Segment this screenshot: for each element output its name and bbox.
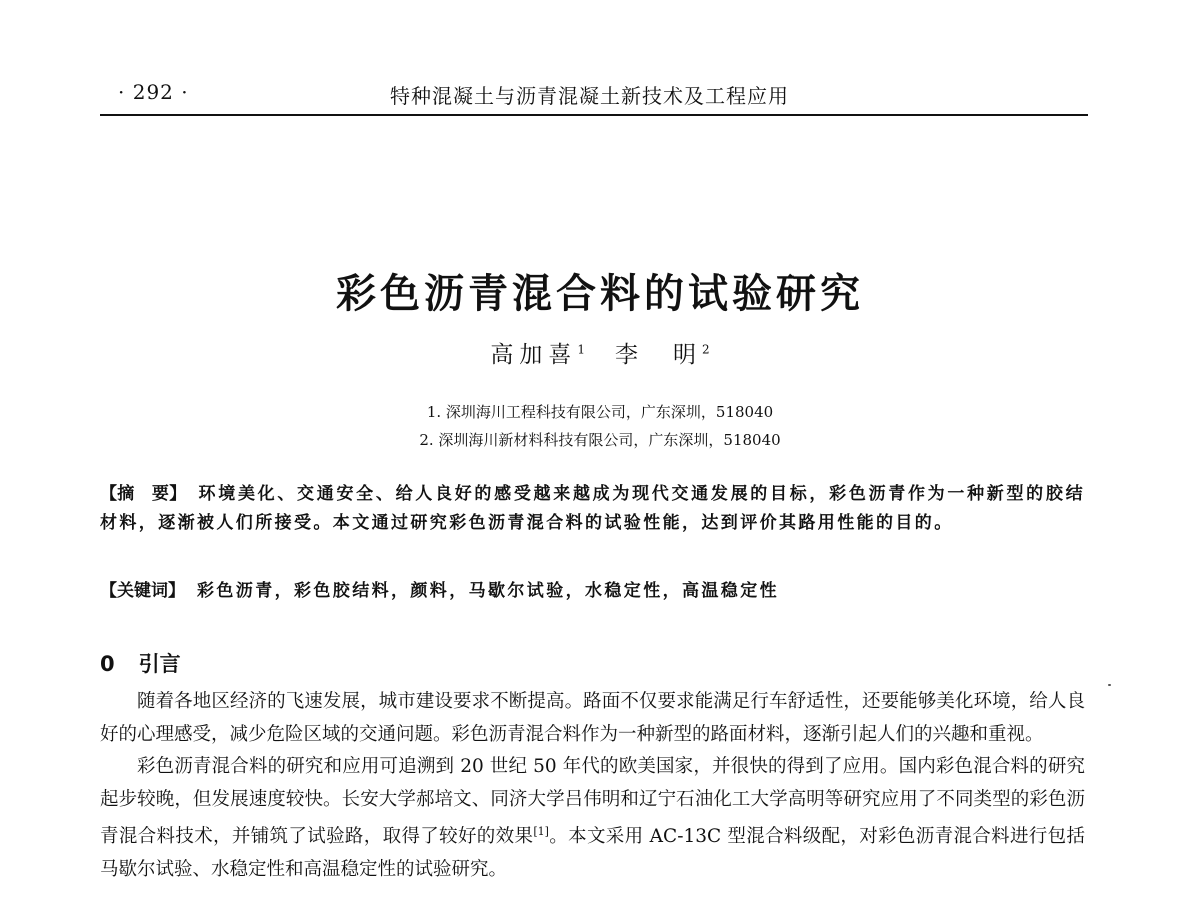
author-name: 李 明 [615,342,702,368]
paragraph-1 [100,686,1085,751]
abstract [100,480,1085,538]
section-title: 引言 [138,652,181,676]
author-1 [490,336,585,369]
keywords [100,577,1085,606]
keywords-label: 【关键词】 [100,581,185,601]
author-name: 高加喜 [490,342,578,368]
running-header [100,78,1088,116]
section-number: 0 [100,652,115,676]
abstract-text: 环境美化、交通安全、给人良好的感受越来越成为现代交通发展的目标，彩色沥青作为一种新型的胶结材料，逐渐被人们所接受。本文通过研究彩色沥青混合料的试验性能，达到评价其路用性能的目的。 [100,484,1085,533]
paragraph-text-continued: 。本文采用 AC-13C 型混合料级配，对彩色沥青混合料进行包括马歇尔试验、水稳定性和高温稳定性的试验研究。 [100,826,1085,880]
book-title: 特种混凝土与沥青混凝土新技术及工程应用 [390,84,789,108]
author-affiliation-mark: 1 [577,342,585,357]
affiliation-1: 1. 深圳海川工程科技有限公司，广东深圳，518040 [426,403,774,421]
paragraph-text: 随着各地区经济的飞速发展，城市建设要求不断提高。路面不仅要求能满足行车舒适性，还要能够美化环境，给人良好的心理感受，减少危险区域的交通问题。彩色沥青混合料作为一种新型的路面材料，逐渐引起人们的兴趣和重视。 [100,691,1085,745]
keywords-text: 彩色沥青，彩色胶结料，颜料，马歇尔试验，水稳定性，高温稳定性 [197,581,779,601]
citation-ref: [1] [533,825,549,838]
affiliation-2: 2. 深圳海川新材料科技有限公司，广东深圳，518040 [419,431,781,449]
section-heading [100,648,181,678]
scan-speck [1108,684,1111,686]
paper-title: 彩色沥青混合料的试验研究 [336,270,864,317]
abstract-label: 【摘 要】 [100,484,187,504]
author-affiliation-mark: 2 [702,342,710,357]
body-text [100,686,1085,886]
paragraph-text: 彩色沥青混合料的研究和应用可追溯到 20 世纪 50 年代的欧美国家，并很快的得到了应用。国内彩色混合料的研究起步较晚，但发展速度较快。长安大学郝培文、同济大学吕伟明和辽宁石油化工大学高明等研究应用了不同类型的彩色沥青混合料技术，并铺筑了试验路，取得了较好的效果 [100,756,1085,848]
page-number: · 292 · [118,80,189,104]
author-2 [615,336,710,369]
author-list [0,336,1200,369]
affiliations [0,398,1200,454]
paragraph-2 [100,751,1085,886]
